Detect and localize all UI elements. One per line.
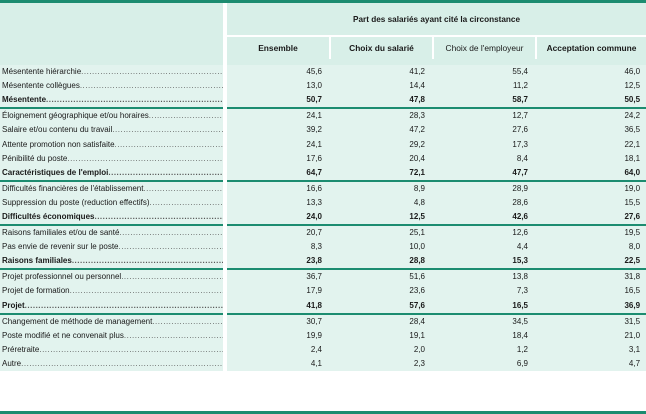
value-cell: 47,8: [330, 93, 433, 108]
row-label: Projet professionnel ou personnel: [2, 272, 122, 282]
leader-dots: [119, 240, 223, 254]
value-cell: 2,0: [330, 343, 433, 357]
value-cell: 13,3: [227, 196, 330, 210]
column-header-choix-salarie: Choix du salarié: [330, 36, 433, 59]
table-total-row: [0, 299, 646, 314]
value-cell: 22,5: [536, 254, 646, 269]
row-label: Poste modifié et ne convenait plus: [2, 330, 124, 340]
table-row: [0, 357, 646, 371]
value-cell: 23,8: [227, 254, 330, 269]
value-cell: 28,8: [330, 254, 433, 269]
value-cell: 31,8: [536, 269, 646, 284]
row-label-cell: [0, 329, 223, 343]
value-cell: 42,6: [433, 210, 536, 225]
leader-dots: [80, 79, 223, 93]
leader-dots: [39, 343, 223, 357]
value-cell: 12,5: [330, 210, 433, 225]
value-cell: 20,7: [227, 225, 330, 240]
leader-dots: [46, 93, 223, 107]
row-label: Projet: [2, 300, 25, 310]
leader-dots: [150, 196, 224, 210]
value-cell: 17,6: [227, 152, 330, 166]
value-cell: 8,3: [227, 240, 330, 254]
value-cell: 24,1: [227, 108, 330, 123]
value-cell: 41,2: [330, 65, 433, 79]
value-cell: 34,5: [433, 314, 536, 329]
value-cell: 41,8: [227, 299, 330, 314]
column-header-ensemble: Ensemble: [227, 36, 330, 59]
table-row: [0, 225, 646, 240]
table-row: [0, 269, 646, 284]
value-cell: 6,9: [433, 357, 536, 371]
table-row: [0, 240, 646, 254]
value-cell: 16,5: [536, 284, 646, 298]
table-total-row: [0, 210, 646, 225]
leader-dots: [115, 138, 223, 152]
value-cell: 19,0: [536, 181, 646, 196]
leader-dots: [81, 65, 223, 79]
value-cell: 57,6: [330, 299, 433, 314]
value-cell: 50,5: [536, 93, 646, 108]
column-header-acceptation-commune: Acceptation commune: [536, 36, 646, 59]
leader-dots: [70, 284, 223, 298]
value-cell: 12,7: [433, 108, 536, 123]
row-label: Préretraite: [2, 344, 40, 354]
row-label-cell: [0, 254, 223, 269]
value-cell: 10,0: [330, 240, 433, 254]
value-cell: 15,3: [433, 254, 536, 269]
table-row: [0, 152, 646, 166]
row-label-cell: [0, 196, 223, 210]
table-row: [0, 79, 646, 93]
table-row: [0, 108, 646, 123]
row-label: Éloignement géographique et/ou horaires: [2, 111, 149, 121]
value-cell: 50,7: [227, 93, 330, 108]
row-label: Pas envie de revenir sur le poste: [2, 242, 119, 252]
value-cell: 28,9: [433, 181, 536, 196]
leader-dots: [108, 166, 223, 180]
row-label-cell: [0, 225, 223, 240]
value-cell: 7,3: [433, 284, 536, 298]
value-cell: 16,6: [227, 181, 330, 196]
value-cell: 17,9: [227, 284, 330, 298]
row-label-cell: [0, 123, 223, 137]
row-label: Difficultés économiques: [2, 211, 95, 221]
row-label-cell: [0, 137, 223, 151]
table-row: [0, 123, 646, 137]
leader-dots: [149, 109, 223, 123]
value-cell: 28,6: [433, 196, 536, 210]
value-cell: 4,8: [330, 196, 433, 210]
row-label: Raisons familiales: [2, 256, 72, 266]
value-cell: 45,6: [227, 65, 330, 79]
row-label: Pénibilité du poste: [2, 153, 68, 163]
value-cell: 12,6: [433, 225, 536, 240]
row-label-cell: [0, 240, 223, 254]
value-cell: 58,7: [433, 93, 536, 108]
value-cell: 16,5: [433, 299, 536, 314]
value-cell: 72,1: [330, 166, 433, 181]
row-label: Changement de méthode de management: [2, 316, 153, 326]
value-cell: 18,1: [536, 152, 646, 166]
value-cell: 18,4: [433, 329, 536, 343]
value-cell: 64,7: [227, 166, 330, 181]
value-cell: 51,6: [330, 269, 433, 284]
value-cell: 15,5: [536, 196, 646, 210]
value-cell: 20,4: [330, 152, 433, 166]
value-cell: 47,7: [433, 166, 536, 181]
row-label-cell: [0, 357, 223, 371]
row-label-cell: [0, 269, 223, 284]
row-label: Mésentente: [2, 95, 47, 105]
value-cell: 1,2: [433, 343, 536, 357]
table-total-row: [0, 93, 646, 108]
row-label: Suppression du poste (reduction effectifs): [2, 197, 150, 207]
value-cell: 14,4: [330, 79, 433, 93]
row-label: Mésentente hiérarchie: [2, 67, 82, 77]
row-label-cell: [0, 152, 223, 166]
value-cell: 24,1: [227, 137, 330, 151]
table-row: [0, 329, 646, 343]
value-cell: 8,0: [536, 240, 646, 254]
leader-dots: [143, 182, 223, 196]
value-cell: 22,1: [536, 137, 646, 151]
value-cell: 2,4: [227, 343, 330, 357]
value-cell: 28,4: [330, 314, 433, 329]
value-cell: 17,3: [433, 137, 536, 151]
row-label: Difficultés financières de l'établissement: [2, 183, 144, 193]
row-label: Salaire et/ou contenu du travail: [2, 125, 113, 135]
row-label-cell: [0, 166, 223, 181]
value-cell: 39,2: [227, 123, 330, 137]
row-label-cell: [0, 79, 223, 93]
leader-dots: [121, 270, 223, 284]
leader-dots: [72, 254, 223, 268]
table-row: [0, 196, 646, 210]
column-header-choix-employeur: Choix de l'employeur: [433, 36, 536, 59]
value-cell: 46,0: [536, 65, 646, 79]
row-label-cell: [0, 210, 223, 225]
value-cell: 3,1: [536, 343, 646, 357]
data-table: [0, 3, 646, 371]
value-cell: 64,0: [536, 166, 646, 181]
row-label-cell: [0, 299, 223, 314]
value-cell: 29,2: [330, 137, 433, 151]
row-label-cell: [0, 343, 223, 357]
value-cell: 12,5: [536, 79, 646, 93]
table-body: [0, 65, 646, 371]
value-cell: 13,8: [433, 269, 536, 284]
value-cell: 47,2: [330, 123, 433, 137]
leader-dots: [25, 299, 223, 313]
value-cell: 2,3: [330, 357, 433, 371]
table-row: [0, 314, 646, 329]
table-row: [0, 343, 646, 357]
value-cell: 23,6: [330, 284, 433, 298]
value-cell: 11,2: [433, 79, 536, 93]
span-title: Part des salariés ayant cité la circonstance: [227, 3, 646, 36]
table-row: [0, 284, 646, 298]
value-cell: 55,4: [433, 65, 536, 79]
row-label-cell: [0, 65, 223, 79]
row-label: Autre: [2, 358, 22, 368]
row-label-cell: [0, 93, 223, 108]
table-total-row: [0, 254, 646, 269]
value-cell: 24,2: [536, 108, 646, 123]
value-cell: 24,0: [227, 210, 330, 225]
table-row: [0, 137, 646, 151]
row-label-cell: [0, 284, 223, 298]
value-cell: 27,6: [433, 123, 536, 137]
row-label-cell: [0, 108, 223, 123]
value-cell: 19,5: [536, 225, 646, 240]
leader-dots: [124, 329, 223, 343]
value-cell: 27,6: [536, 210, 646, 225]
value-cell: 19,1: [330, 329, 433, 343]
value-cell: 36,7: [227, 269, 330, 284]
value-cell: 19,9: [227, 329, 330, 343]
value-cell: 13,0: [227, 79, 330, 93]
value-cell: 25,1: [330, 225, 433, 240]
table-row: [0, 65, 646, 79]
row-label: Raisons familiales et/ou de santé: [2, 228, 120, 238]
leader-dots: [112, 123, 223, 137]
table-row: [0, 181, 646, 196]
value-cell: 21,0: [536, 329, 646, 343]
table-total-row: [0, 166, 646, 181]
row-label-cell: [0, 181, 223, 196]
value-cell: 8,4: [433, 152, 536, 166]
row-header-cell: [0, 3, 223, 59]
row-label: Mésentente collègues: [2, 81, 80, 91]
value-cell: 28,3: [330, 108, 433, 123]
value-cell: 8,9: [330, 181, 433, 196]
value-cell: 36,5: [536, 123, 646, 137]
leader-dots: [67, 152, 223, 166]
leader-dots: [152, 315, 223, 329]
leader-dots: [94, 210, 223, 224]
leader-dots: [119, 226, 223, 240]
value-cell: 4,1: [227, 357, 330, 371]
value-cell: 36,9: [536, 299, 646, 314]
row-label: Caractéristiques de l'emploi: [2, 167, 109, 177]
row-label-cell: [0, 314, 223, 329]
value-cell: 4,4: [433, 240, 536, 254]
row-label: Attente promotion non satisfaite: [2, 139, 115, 149]
value-cell: 31,5: [536, 314, 646, 329]
value-cell: 4,7: [536, 357, 646, 371]
value-cell: 30,7: [227, 314, 330, 329]
leader-dots: [21, 357, 223, 371]
row-label: Projet de formation: [2, 286, 70, 296]
